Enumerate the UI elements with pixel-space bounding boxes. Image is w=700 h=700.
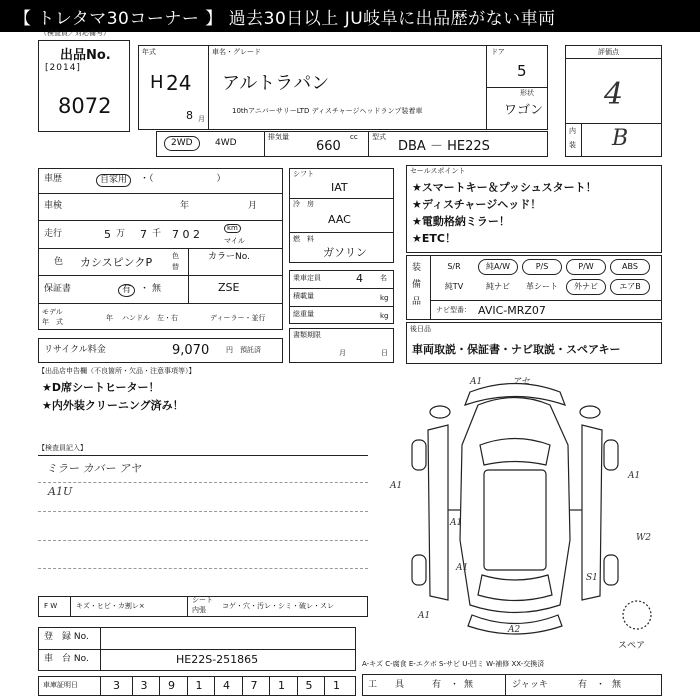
inspector-line-2: A1U [48,485,73,498]
mileage-unit-km: km [224,224,241,233]
recycle-label: リサイクル料金 [44,345,106,355]
sales-points-label: セールスポイント [410,167,466,175]
tire-front-left [412,440,426,470]
chassis-value: HE22S-251865 [176,653,259,666]
equip-power-steering: P/S [522,259,562,275]
jack-yes: 有 [578,680,588,690]
year-month-unit: 月 [198,115,205,123]
equipment-label-2: 備 [412,280,422,290]
equip-genuine-navi: 純ナビ [486,282,510,291]
equip-abs: ABS [610,259,650,275]
mark-bottom-1: A2 [508,625,521,635]
spare-label: スペア [618,641,646,651]
recycle-value: 9,070 [172,343,210,358]
note-2: ★内外装クリーニング済み！ [42,399,184,412]
corner-banner: 【 トレタマ30コーナー 】 過去30日以上 JU岐阜に出品歴がない車両 [0,0,700,32]
type-value: DBA － HE22S [398,139,490,154]
shape-value: ワゴン [504,103,544,118]
jack-label: ジャッキ [512,680,548,690]
model-grade: 10thアニバーサリーLTD ディスチャージヘッドランプ装着車 [232,107,423,115]
mileage-unit-mile: マイル [224,237,245,245]
color-code: ZSE [218,281,240,294]
inspection-year: 年 [180,201,190,211]
mileage-man: 5 [104,228,111,241]
history-label: 車歴 [44,174,63,184]
ac-label: 冷 房 [293,200,314,208]
model-year-label-1: モデル [42,308,63,316]
fw-label: F W [44,602,58,610]
score-value: 4 [604,77,624,112]
sales-point-3: ★電動格納ミラー！ [412,215,510,228]
windshield [480,439,550,466]
cert-digit: 9 [168,679,175,692]
cert-digit: 1 [278,679,285,692]
interior-value: B [612,126,629,151]
model-year-handle: ハンドル 左・右 [122,314,178,322]
damage-legend: A-キズ C-腐食 E-エクボ S-サビ U-凹ミ W-補修 XX-交換済 [362,660,545,668]
equip-aftermarket-navi: 外ナビ [566,279,606,295]
jack-sep: ・ [596,680,606,690]
type-label: 型式 [372,133,386,141]
mark-front-2: アセ [512,377,530,387]
equip-sr: S/R [447,262,461,271]
mark-rear-1: A1 [418,611,431,621]
cert-label: 車庫証明日 [43,681,78,689]
docs-day: 日 [381,349,388,357]
after-sale-label: 後日品 [410,325,431,333]
shift-value: IAT [331,181,348,194]
lot-label: 出品No. [60,48,111,63]
docs-label: 書類期限 [293,331,321,339]
sales-point-1: ★スマートキー＆プッシュスタート！ [412,181,597,194]
seat-label-2: 内張 [192,606,206,614]
capacity-unit: 名 [380,274,387,282]
history-value: 自家用 [96,174,131,187]
history-rest: ・（ ） [140,174,226,184]
displacement-label: 排気量 [268,133,289,141]
year-value: 24 [166,71,192,95]
recycle-unit: 円 預託済 [226,346,261,354]
equip-alloy-wheel: 純A/W [478,259,518,275]
note-1: ★D席シートヒーター！ [42,381,160,394]
model-name: アルトラパン [222,73,330,94]
inspection-label: 車検 [44,201,63,211]
tire-rear-right [604,555,618,585]
notes-label: 【出品店申告欄（不良箇所・欠品・注意事項等）】 [38,367,196,375]
car-damage-diagram [390,370,670,655]
cert-digit: 3 [113,679,120,692]
registration-label: 登 録 No. [44,632,89,642]
navi-label: ナビ型番： [436,306,471,314]
lot-year: [2014] [45,63,81,73]
color-change-1: 色 [172,252,179,260]
color-change-2: 替 [172,263,179,271]
chassis-label: 車 台 No. [44,654,89,664]
inspector-label: 【検査員記入】 [38,444,87,452]
after-sale-value: 車両取説・保証書・ナビ取説・スペアキー [412,343,621,356]
cert-digit: 7 [250,679,258,692]
warranty-sep: ・ [140,284,150,294]
load-label: 積載量 [293,292,314,300]
equip-airbag: エアB [610,279,650,295]
equipment-label-1: 装 [412,263,422,273]
fuel-label: 燃 料 [293,235,314,243]
year-era: H [150,72,164,93]
load-unit: kg [380,294,389,302]
warranty-label: 保証書 [44,284,72,294]
displacement-unit: cc [350,133,358,141]
interior-label-2: 装 [569,141,576,149]
warranty-yes: 有 [118,284,135,297]
model-label: 車名・グレード [212,48,261,56]
model-year-dealer: ディーラー・並行 [210,314,266,322]
navi-value: AVIC-MRZ07 [478,304,546,317]
shift-label: シフト [293,170,314,178]
mark-right-2: W2 [636,533,651,543]
year-label: 年式 [142,48,156,56]
mark-front-1: A1 [470,377,483,387]
color-label: 色 [54,257,64,267]
ac-value: AAC [328,213,351,226]
mileage-label: 走行 [44,229,63,239]
sales-point-4: ★ETC！ [412,232,456,245]
color-value: カシスピンクP [80,256,153,269]
spare-tire [623,601,651,629]
capacity-value: 4 [356,272,363,285]
rear-window [478,575,552,601]
lot-number: 8072 [58,94,112,118]
year-month: 8 [186,109,193,122]
jack-no: 無 [612,680,622,690]
left-side-panel [428,425,448,600]
cert-digit: 1 [195,679,203,692]
mirror-left [430,406,450,418]
tire-rear-left [412,555,426,585]
shape-label: 形状 [520,89,534,97]
docs-month: 月 [339,349,346,357]
equip-tv: 純TV [444,282,464,291]
doors-value: 5 [517,62,527,80]
tire-front-right [604,440,618,470]
mark-center-2: A1 [456,563,469,573]
tools-yes: 有 [432,680,442,690]
cert-digit: 3 [140,679,148,692]
inspection-month: 月 [248,201,258,211]
mark-right-1: A1 [628,471,641,481]
gross-unit: kg [380,312,389,320]
mileage-rest: 7 0 2 [172,228,200,241]
seat-label-1: シート [192,596,213,604]
equipment-label-3: 品 [412,297,422,307]
tools-sep: ・ [450,680,460,690]
interior-label-1: 内 [569,127,576,135]
mark-left-1: A1 [390,481,403,491]
corner-note: （検査員／対応備考） [40,29,110,37]
score-label: 評価点 [598,48,619,56]
drive-4wd: 4WD [215,138,237,148]
model-year-label-2: 年 式 [42,318,63,326]
color-code-label: カラーNo. [208,252,250,262]
mark-rear-2: S1 [586,573,598,583]
capacity-label: 乗車定員 [293,274,321,282]
equip-leather: 革シート [526,282,558,291]
gross-label: 総重量 [293,310,314,318]
tools-no: 無 [464,680,474,690]
seat-text: コゲ・穴・汚レ・シミ・破レ・スレ [222,602,334,610]
mileage-sen-unit: 千 [152,229,162,239]
cert-digit: 1 [333,679,340,692]
fuel-value: ガソリン [323,246,367,259]
equip-power-windows: P/W [566,259,606,275]
model-year-year: 年 [106,314,113,322]
sales-point-2: ★ディスチャージヘッド！ [412,198,542,211]
drive-2wd: 2WD [164,136,200,151]
displacement-value: 660 [316,139,341,154]
cert-digit: 4 [223,679,230,692]
mirror-right [580,406,600,418]
mileage-sen: 7 [140,228,147,241]
doors-label: ドア [491,48,505,56]
cert-digit: 5 [305,679,313,692]
mileage-man-unit: 万 [116,229,126,239]
fw-text: キズ・ヒビ・カ割レ× [76,602,145,610]
roof-panel [484,470,546,570]
inspector-line-1: ミラー カバー アヤ [46,462,141,475]
warranty-no: 無 [152,284,162,294]
tools-label: 工 具 [368,680,405,690]
mark-center-1: A1 [450,518,463,528]
